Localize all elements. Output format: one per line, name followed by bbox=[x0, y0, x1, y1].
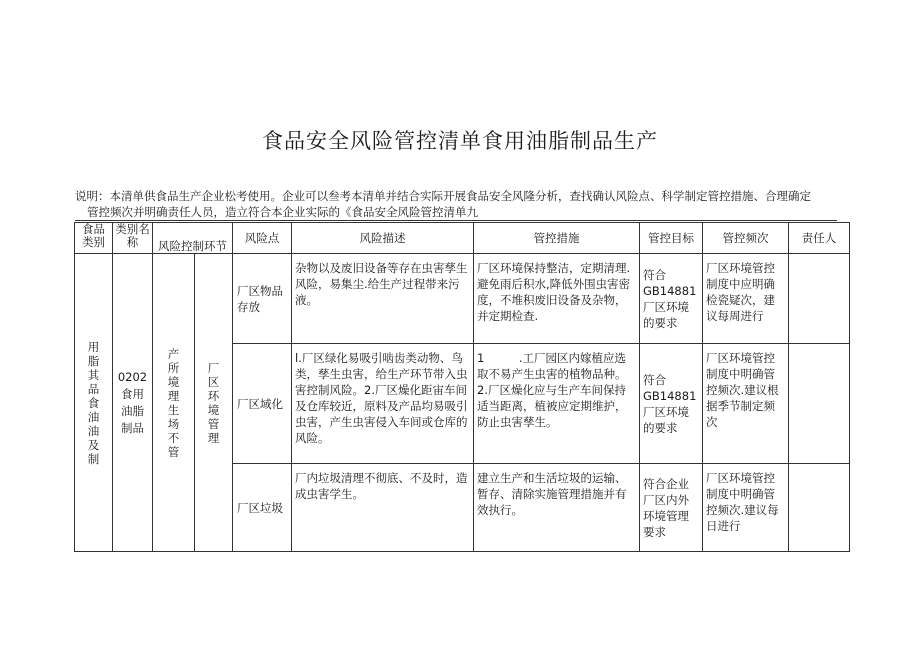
category-cell: 用脂其品食油油及制 bbox=[75, 254, 113, 552]
control-target: 符合GB14881厂区环境的要求 bbox=[640, 254, 703, 344]
header-stage: 风险控制环节 bbox=[153, 223, 233, 254]
control-target: 符合企业厂区内外环境管理要求 bbox=[640, 464, 703, 552]
responsible-person bbox=[789, 464, 850, 552]
control-target: 符合GB14881厂区环境的要求 bbox=[640, 344, 703, 464]
responsible-person bbox=[789, 344, 850, 464]
risk-description: 厂内垃圾清理不彻底、不及时，造成虫害学生。 bbox=[292, 464, 474, 552]
control-measure: 建立生产和生活垃圾的运输、暂存、清除实施管理措施并有效执行。 bbox=[474, 464, 640, 552]
control-frequency: 厂区环境管控制度中明确管控频次.建议根据季节制定频次 bbox=[703, 344, 789, 464]
risk-point: 厂区垃圾 bbox=[233, 464, 292, 552]
header-measure: 管控措施 bbox=[474, 223, 640, 254]
subcategory-cell: 0202食用油脂制品 bbox=[113, 254, 153, 552]
control-measure: 1 .工厂园区内嫁植应选取不易产生虫害的植物品种。2.厂区燥化应与生产车间保持适当距离，植被应定期维护，防止虫害孳生。 bbox=[474, 344, 640, 464]
header-point: 风险点 bbox=[233, 223, 292, 254]
risk-point: 厂区域化 bbox=[233, 344, 292, 464]
control-frequency: 厂区环境管控制度中明确管控频次.建议每日进行 bbox=[703, 464, 789, 552]
subsection-cell: 厂区环境管理 bbox=[195, 254, 233, 552]
note-paragraph bbox=[75, 188, 847, 221]
risk-control-table bbox=[74, 222, 850, 552]
risk-point: 厂区物品存放 bbox=[233, 254, 292, 344]
header-row bbox=[75, 223, 850, 254]
note-line-1: 说明：本清单供食品生产企业松考使用。企业可以叁考本清单并结合实际开展食品安全风隆分析，查找确认风险点、科学制定管控措施、合理确定 bbox=[75, 189, 811, 203]
header-target: 管控目标 bbox=[640, 223, 703, 254]
stage-cell: 产所境理生场不管 bbox=[153, 254, 195, 552]
control-frequency: 厂区环境管控制度中应明确检瓷疑次，建议每周进行 bbox=[703, 254, 789, 344]
note-line-2: 管控频次并明确责任人员，造立符合本企业实际的《食品安全风险管控清单九 bbox=[75, 204, 837, 221]
document-title: 食品安全风险管控清单食用油脂制品生产 bbox=[262, 129, 658, 153]
header-desc: 风险描述 bbox=[292, 223, 474, 254]
header-freq: 管控频次 bbox=[703, 223, 789, 254]
header-owner: 责任人 bbox=[789, 223, 850, 254]
header-subcategory: 类别名称 bbox=[113, 223, 153, 254]
risk-description: l.厂区绿化易吸引啮齿类动物、鸟类，孳生虫害，给生产环节带入虫害控制风险。2.厂区燥化距宙车间及仓库较近，原料及产品均易吸引虫害，产生虫害侵入车间或仓库的风险。 bbox=[292, 344, 474, 464]
control-measure: 厂区环境保持整洁，定期清理.避免雨后积水,降低外围虫害密度，不堆积废旧设备及杂物，并定期检查. bbox=[474, 254, 640, 344]
header-category: 食品类别 bbox=[75, 223, 113, 254]
risk-description: 杂物以及废旧设备等存在虫害孳生风险，易集尘.给生产过程带来污液。 bbox=[292, 254, 474, 344]
table-row bbox=[75, 254, 850, 344]
responsible-person bbox=[789, 254, 850, 344]
